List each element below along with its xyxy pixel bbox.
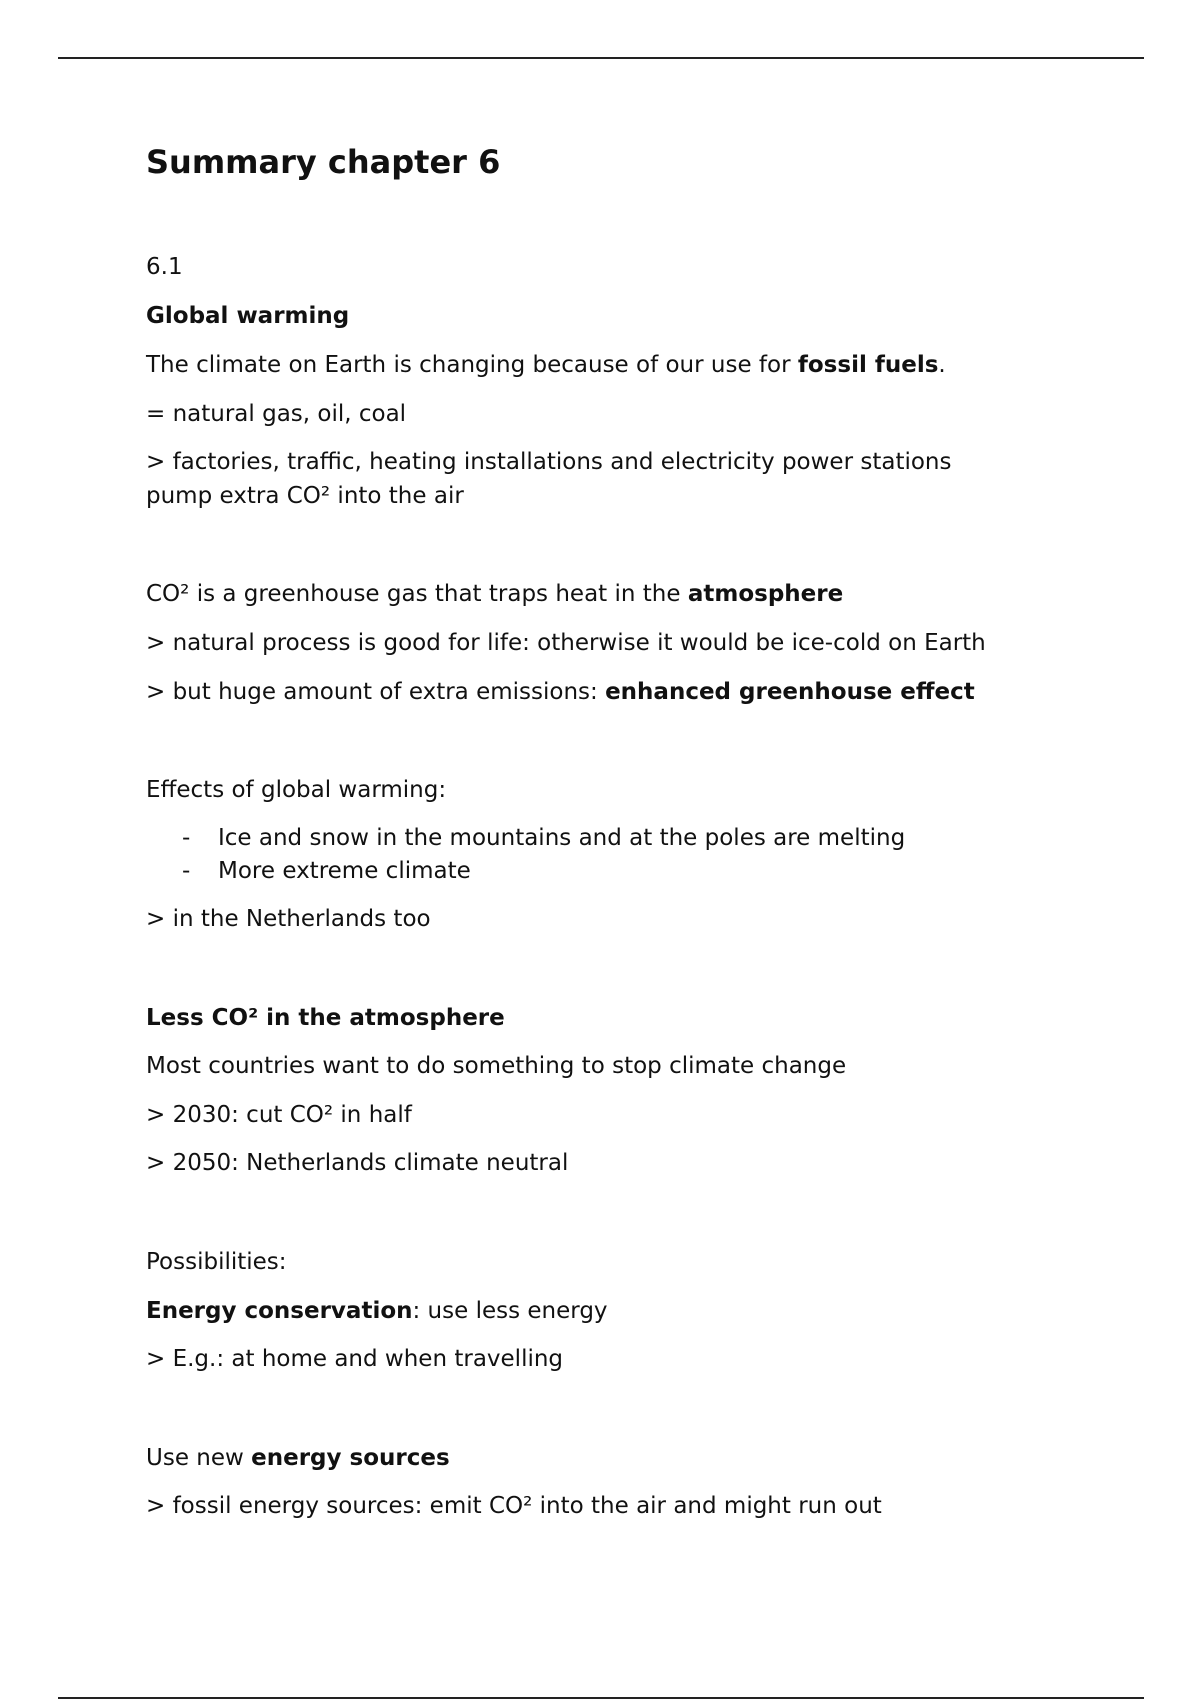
possibilities-heading: Possibilities: <box>146 1249 287 1275</box>
conservation-example-line: > E.g.: at home and when travelling <box>146 1346 564 1372</box>
natural-process-line: > natural process is good for life: otherwise it would be ice-cold on Earth <box>146 630 986 656</box>
bottom-rule <box>58 1697 1144 1699</box>
bold-term-energy-sources: energy sources <box>251 1445 450 1471</box>
bold-term-energy-conservation: Energy conservation <box>146 1298 413 1324</box>
emissions-line <box>146 675 975 709</box>
list-item <box>146 854 1046 888</box>
top-rule <box>58 57 1144 59</box>
text: : use less energy <box>412 1298 608 1324</box>
list-item-text: Ice and snow in the mountains and at the poles are melting <box>218 825 906 851</box>
list-dash: - <box>182 825 191 851</box>
bold-term-fossil-fuels: fossil fuels <box>797 352 939 378</box>
list-dash: - <box>182 858 191 884</box>
text: CO² is a greenhouse gas that traps heat in the <box>146 581 688 607</box>
bold-term-enhanced-greenhouse-effect: enhanced greenhouse effect <box>605 679 975 705</box>
text: . <box>938 352 946 378</box>
fossil-note-line: > fossil energy sources: emit CO² into the air and might run out <box>146 1493 882 1519</box>
text: Use new <box>146 1445 252 1471</box>
netherlands-too-line: > in the Netherlands too <box>146 906 431 932</box>
sources-line-2: pump extra CO² into the air <box>146 483 464 509</box>
energy-conservation-line <box>146 1294 608 1328</box>
heading-global-warming: Global warming <box>146 303 350 329</box>
sources-line-1: > factories, traffic, heating installations and electricity power stations <box>146 449 952 475</box>
fuels-list: = natural gas, oil, coal <box>146 401 407 427</box>
paragraph-greenhouse-gas <box>146 577 843 611</box>
goal-2030-line: > 2030: cut CO² in half <box>146 1102 412 1128</box>
paragraph-climate-changing <box>146 348 946 382</box>
list-item-text: More extreme climate <box>218 858 471 884</box>
energy-sources-line <box>146 1441 450 1475</box>
section-number: 6.1 <box>146 254 183 280</box>
paragraph-countries: Most countries want to do something to stop climate change <box>146 1053 847 1079</box>
text: The climate on Earth is changing because of our use for <box>146 352 798 378</box>
effects-heading: Effects of global warming: <box>146 777 447 803</box>
list-item <box>146 821 1046 855</box>
goal-2050-line: > 2050: Netherlands climate neutral <box>146 1150 569 1176</box>
text: > but huge amount of extra emissions: <box>146 679 606 705</box>
page-title: Summary chapter 6 <box>146 143 501 181</box>
heading-less-co2: Less CO² in the atmosphere <box>146 1005 505 1031</box>
bold-term-atmosphere: atmosphere <box>687 581 844 607</box>
